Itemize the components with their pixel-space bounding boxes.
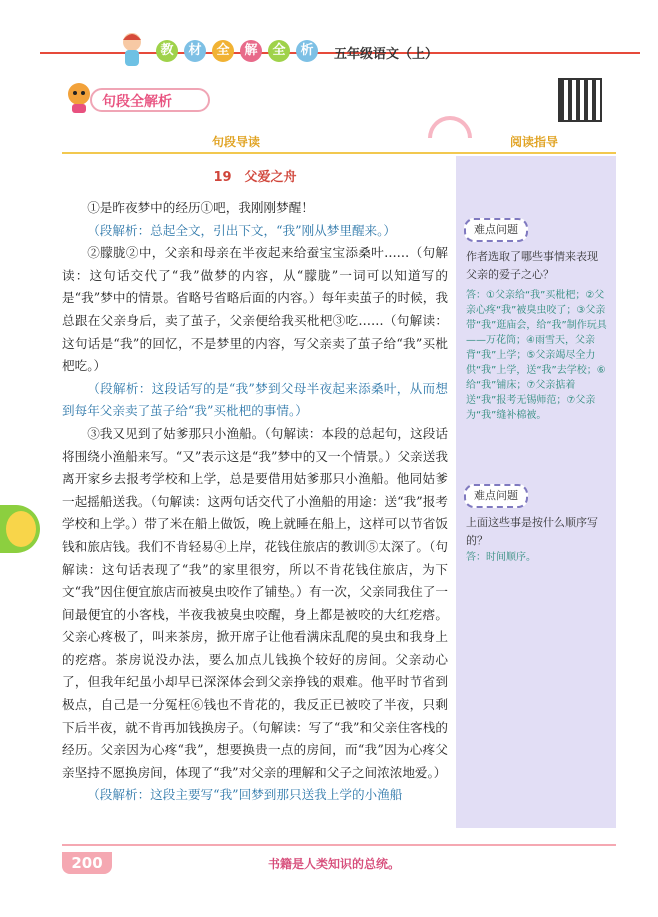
header-badge: 解 (240, 40, 262, 62)
paragraph: ②朦胧②中，父亲和母亲在半夜起来给蚕宝宝添桑叶……（句解读：这句话交代了“我”做梦的内容，从“朦胧”一词可以知道写的是“我”梦中的情景。省略号省略后面的内容。）每年卖茧子的时候，我总跟在父亲身后，卖了茧子，父亲便给我买枇杷③吃……（句解读：这句话是“我”的回忆，不是梦里的内容，写父亲卖了茧子给“我”买枇杷吃。） (62, 245, 448, 374)
column-header-left (62, 128, 456, 154)
header-badge: 全 (212, 40, 234, 62)
paragraph: ①是昨夜梦中的经历①吧，我刚刚梦醒！ (87, 200, 314, 215)
page-number: 200 (62, 852, 112, 874)
paragraph-analysis: （段解析：总起全文，引出下文，“我”刚从梦里醒来。） (87, 222, 397, 238)
answer-text: 答：①父亲给“我”买枇杷；②父亲心疼“我”被臭虫咬了；③父亲带“我”逛庙会，给“我”制作玩具——万花筒；④雨雪天，父亲背“我”上学；⑤父亲竭尽全力供“我”上学，送“我”去学校；⑥给“我”铺床；⑦父亲掂着送“我”报考无锡师范；⑦父亲为“我”缝补棉被。 (466, 290, 607, 421)
header-bar (0, 38, 658, 68)
difficulty-tag: 难点问题 (464, 218, 528, 242)
side-tab (0, 505, 40, 553)
mascot-icon (118, 30, 146, 70)
grade-label: 五年级语文（上） (334, 47, 439, 62)
main-text (62, 166, 448, 807)
reading-guide-sidebar (456, 156, 616, 828)
column-header-right (456, 128, 616, 154)
lesson-title: 19 父爱之舟 (213, 170, 297, 185)
mascot-icon (6, 511, 36, 547)
header-badge: 材 (184, 40, 206, 62)
question-text: 上面这些事是按什么顺序写的？ (466, 516, 598, 547)
paragraph-analysis: （段解析：这段话写的是“我”梦到父母半夜起来添桑叶，从而想到每年父亲卖了茧子给“我”买枇杷的事情。） (62, 380, 448, 419)
column-label-right: 阅读指导 (510, 135, 559, 149)
qr-code-icon[interactable] (558, 78, 602, 122)
difficulty-tag: 难点问题 (464, 484, 528, 508)
column-label-left: 句段导读 (212, 135, 261, 149)
header-badge: 全 (268, 40, 290, 62)
footer-motto: 书籍是人类知识的总统。 (268, 857, 401, 871)
answer-text: 答：时间顺序。 (466, 552, 536, 563)
header-badge: 析 (296, 40, 318, 62)
section-title: 句段全解析 (90, 88, 210, 112)
question-text: 作者选取了哪些事情来表现父亲的爱子之心？ (466, 250, 598, 281)
footer-divider (62, 844, 616, 846)
paragraph-analysis: （段解析：这段主要写“我”回梦到那只送我上学的小渔船 (87, 787, 403, 803)
paragraph: ③我又见到了姑爹那只小渔船。（句解读：本段的总起句，这段话将围绕小渔船来写。“又”表示这是“我”梦中的又一个情景。）父亲送我离开家乡去报考学校和上学，总是要借用姑爹那只小渔船。他同姑爹一起摇船送我。（句解读：这两句话交代了小渔船的用途：送“我”报考学校和上学。）带了米在船上做饭，晚上就睡在船上，这样可以节省饭钱和旅店钱。我们不肯轻易④上岸，花钱住旅店的教训⑤太深了。（句解读：这句话表现了“我”的家里很穷，所以不肯花钱住旅店，为下文“我”因住便宜旅店而被臭虫咬作了铺垫。）有一次，父亲同我住了一间最便宜的小客栈，半夜我被臭虫咬醒，身上都是被咬的大红疙瘩。父亲心疼极了，叫来茶房，掀开席子让他看满床乱爬的臭虫和我身上的疙瘩。茶房说没办法，要么加点儿钱换个较好的房间。父亲动心了，但我年纪虽小却早已深深体会到父亲挣钱的艰难。他平时节省到极点，自己是一分冤枉⑥钱也不肯花的，我反正已被咬了半夜，只剩下后半夜，就不肯再加钱换房子。（句解读：写了“我”和父亲住客栈的经历。父亲因为心疼“我”，想要换贵一点的房间，而“我”因为心疼父亲坚持不愿换房间，体现了“我”对父亲的理解和父子之间浓浓地爱。） (62, 425, 448, 780)
header-badge: 教 (156, 40, 178, 62)
